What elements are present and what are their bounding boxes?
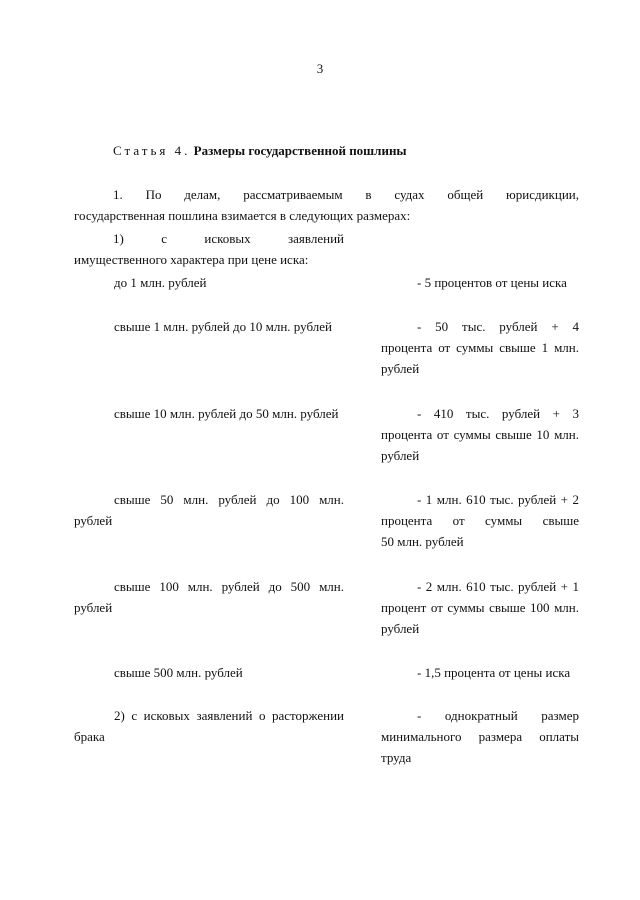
rate-fee-line: - 2 млн. 610 тыс. рублей + 1 bbox=[417, 579, 579, 594]
rate-fee-line: - 410 тыс. рублей + 3 bbox=[417, 406, 579, 421]
rate-condition-line: свыше 50 млн. рублей до 100 млн. bbox=[114, 492, 344, 507]
rate-fee-line: процента от суммы свыше 10 млн. bbox=[381, 427, 579, 442]
article-heading bbox=[113, 140, 407, 161]
paragraph-1-line-2: государственная пошлина взимается в следующих размерах: bbox=[74, 208, 411, 223]
rate-fee-line: процента от суммы свыше bbox=[381, 513, 579, 528]
rate-fee-line: - 50 тыс. рублей + 4 bbox=[417, 319, 579, 334]
item-2-fee-line: - однократный размер bbox=[417, 708, 579, 723]
rate-fee bbox=[381, 272, 579, 293]
rate-condition bbox=[74, 576, 344, 618]
rate-fee-line: рублей bbox=[381, 361, 420, 376]
rate-fee bbox=[381, 489, 579, 552]
item-2-fee bbox=[381, 705, 579, 768]
rate-condition bbox=[74, 316, 344, 337]
rate-fee-line: - 1,5 процента от цены иска bbox=[417, 665, 571, 680]
rate-condition-line: свыше 1 млн. рублей до 10 млн. рублей bbox=[114, 319, 332, 334]
rate-fee-line: 50 млн. рублей bbox=[381, 534, 464, 549]
paragraph-1-line-1: 1. По делам, рассматриваемым в судах общей юрисдикции, bbox=[113, 187, 579, 202]
rate-condition-line: до 1 млн. рублей bbox=[114, 275, 207, 290]
rate-condition-line: рублей bbox=[74, 513, 113, 528]
rate-fee bbox=[381, 576, 579, 639]
item-2-fee-line: труда bbox=[381, 750, 412, 765]
item-2-condition-line: 2) с исковых заявлений о расторжении bbox=[114, 708, 344, 723]
rate-fee bbox=[381, 662, 579, 683]
rate-fee-line: процент от суммы свыше 100 млн. bbox=[381, 600, 579, 615]
rate-fee-line: - 5 процентов от цены иска bbox=[417, 275, 567, 290]
item-1-line-2: имущественного характера при цене иска: bbox=[74, 252, 309, 267]
item-2-fee-line: минимального размера оплаты bbox=[381, 729, 579, 744]
rate-fee-line: - 1 млн. 610 тыс. рублей + 2 bbox=[417, 492, 579, 507]
rate-fee bbox=[381, 316, 579, 379]
rate-condition bbox=[74, 272, 344, 293]
rate-fee-line: процента от суммы свыше 1 млн. bbox=[381, 340, 579, 355]
rate-condition bbox=[74, 662, 344, 683]
article-label: Статья 4. bbox=[113, 143, 191, 158]
rate-condition bbox=[74, 403, 344, 424]
rate-fee bbox=[381, 403, 579, 466]
article-title: Размеры государственной пошлины bbox=[193, 143, 407, 158]
page-number: 3 bbox=[316, 61, 324, 76]
rate-condition-line: рублей bbox=[74, 600, 113, 615]
rate-condition-line: свыше 500 млн. рублей bbox=[114, 665, 243, 680]
rate-fee-line: рублей bbox=[381, 448, 420, 463]
item-2-condition bbox=[74, 705, 344, 747]
rate-fee-line: рублей bbox=[381, 621, 420, 636]
rate-condition-line: свыше 100 млн. рублей до 500 млн. bbox=[114, 579, 344, 594]
item-1-line-1: 1) с исковых заявлений bbox=[113, 231, 344, 246]
rate-condition bbox=[74, 489, 344, 531]
item-2-condition-line: брака bbox=[74, 729, 105, 744]
rate-condition-line: свыше 10 млн. рублей до 50 млн. рублей bbox=[114, 406, 339, 421]
